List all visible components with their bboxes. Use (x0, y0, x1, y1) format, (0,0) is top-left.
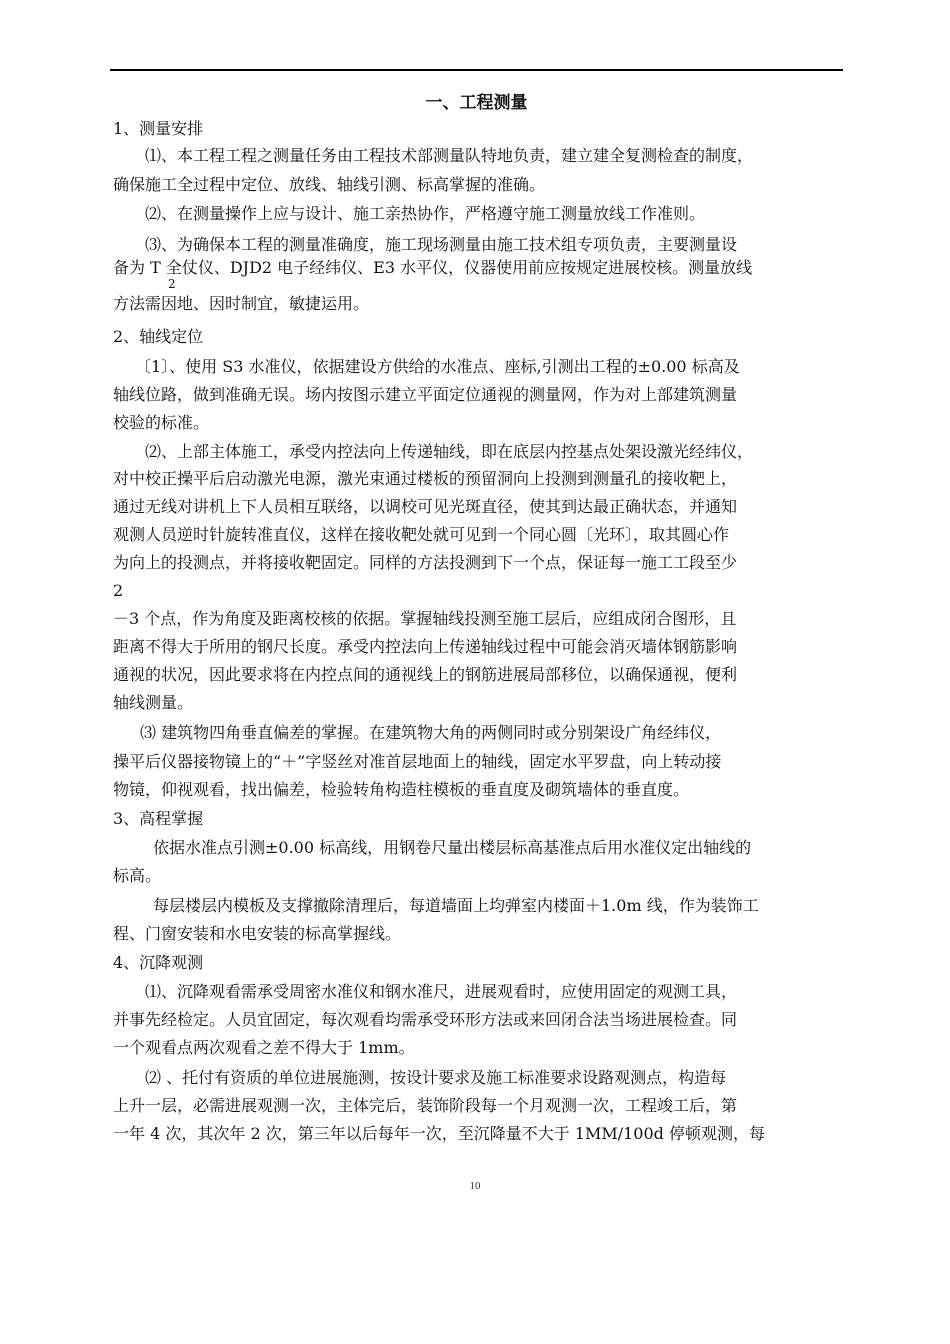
text-line: 程、门窗安装和水电安装的标高掌握线。 (113, 924, 402, 943)
text-line: ⑴、本工程工程之测量任务由工程技术部测量队特地负责，建立建全复测检查的制度， (145, 146, 754, 165)
text-line: 依据水准点引测±0.00 标高线，用钢卷尺量出楼层标高基准点后用水准仪定出轴线的 (153, 838, 752, 857)
subscript: 2 (168, 277, 176, 291)
text-line: 确保施工全过程中定位、放线、轴线引测、标高掌握的准确。 (113, 175, 546, 194)
text-line: ⑵、在测量操作上应与设计、施工亲热协作，严格遵守施工测量放线工作准则。 (145, 204, 706, 223)
section-heading: 4、沉降观测 (113, 953, 204, 972)
text-line: 通视的状况，因此要求将在内控点间的通视线上的钢筋进展局部移位，以确保通视，便利 (113, 665, 738, 684)
text-line: 一个观看点两次观看之差不得大于 1mm。 (113, 1038, 415, 1057)
text-line: 备为 T 全仗仪、DJD2 电子经纬仪、E3 水平仪，仪器使用前应按规定进展校核。测量放线 (113, 258, 753, 277)
section-heading: 3、高程掌握 (113, 809, 204, 828)
text-line: 距离不得大于所用的钢尺长度。承受内控法向上传递轴线过程中可能会消灭墙体钢筋影响 (113, 637, 738, 656)
text-line: 〔1〕、使用 S3 水准仪，依据建设方供给的水准点、座标,引测出工程的±0.00 标高及 (135, 357, 740, 376)
text-line: 观测人员逆时针旋转准直仪，这样在接收靶处就可见到一个同心圆〔光环〕，取其圆心作 (113, 525, 730, 544)
section-heading: 2、轴线定位 (113, 327, 204, 346)
text-line: 方法需因地、因时制宜，敏捷运用。 (113, 294, 370, 313)
page-number: 10 (469, 1180, 481, 1192)
text-line: －3 个点，作为角度及距离校核的依据。掌握轴线投测至施工层后，应组成闭合图形，且 (113, 609, 737, 628)
text-line: 为向上的投测点，并将接收靶固定。同样的方法投测到下一个点，保证每一施工工段至少 (113, 553, 738, 572)
text-line: 校验的标准。 (113, 413, 210, 432)
text-line: 并事先经检定。人员宜固定，每次观看均需承受环形方法或来回闭合法当场进展检查。同 (113, 1010, 738, 1029)
text-line: 轴线测量。 (113, 693, 194, 712)
text-line: 一年 4 次，其次年 2 次，第三年以后每年一次，至沉降量不大于 1MM/100d 停顿观测，每 (113, 1124, 765, 1143)
text-line: 2 (113, 581, 124, 600)
text-line: ⑶、为确保本工程的测量准确度，施工现场测量由施工技术组专项负责，主要测量设 (145, 235, 738, 254)
header-rule (110, 69, 843, 71)
text-line: 上升一层，必需进展观测一次，主体完后，装饰阶段每一个月观测一次，工程竣工后，第 (113, 1096, 738, 1115)
text-line: 通过无线对讲机上下人员相互联络，以调校可见光斑直径，使其到达最正确状态，并通知 (113, 497, 738, 516)
text-line: ⑶ 建筑物四角垂直偏差的掌握。在建筑物大角的两侧同时或分别架设广角经纬仪， (140, 723, 722, 742)
section-heading: 1、测量安排 (113, 119, 204, 138)
text-line: 操平后仪器接物镜上的“＋”字竖丝对准首层地面上的轴线，固定水平罗盘，向上转动接 (113, 752, 722, 771)
text-line: 对中校正操平后启动激光电源，激光束通过楼板的预留洞向上投测到测量孔的接收靶上， (113, 469, 738, 488)
text-line: ⑵、上部主体施工，承受内控法向上传递轴线，即在底层内控基点处架设激光经纬仪， (145, 442, 754, 461)
text-line: 物镜，仰视观看，找出偏差，检验转角构造柱模板的垂直度及砌筑墙体的垂直度。 (113, 780, 690, 799)
page-title: 一、工程测量 (425, 93, 528, 113)
text-line: 每层楼层内模板及支撑撤除清理后，每道墙面上均弹室内楼面＋1.0m 线，作为装饰工 (153, 896, 759, 915)
text-line: 轴线位路，做到准确无误。场内按图示建立平面定位通视的测量网，作为对上部建筑测量 (113, 385, 738, 404)
text-line: 标高。 (113, 866, 162, 885)
text-line: ⑵ 、托付有资质的单位进展施测，按设计要求及施工标准要求设路观测点，构造每 (145, 1068, 727, 1087)
text-line: ⑴、沉降观看需承受周密水准仪和钢水准尺，进展观看时，应使用固定的观测工具， (145, 982, 738, 1001)
